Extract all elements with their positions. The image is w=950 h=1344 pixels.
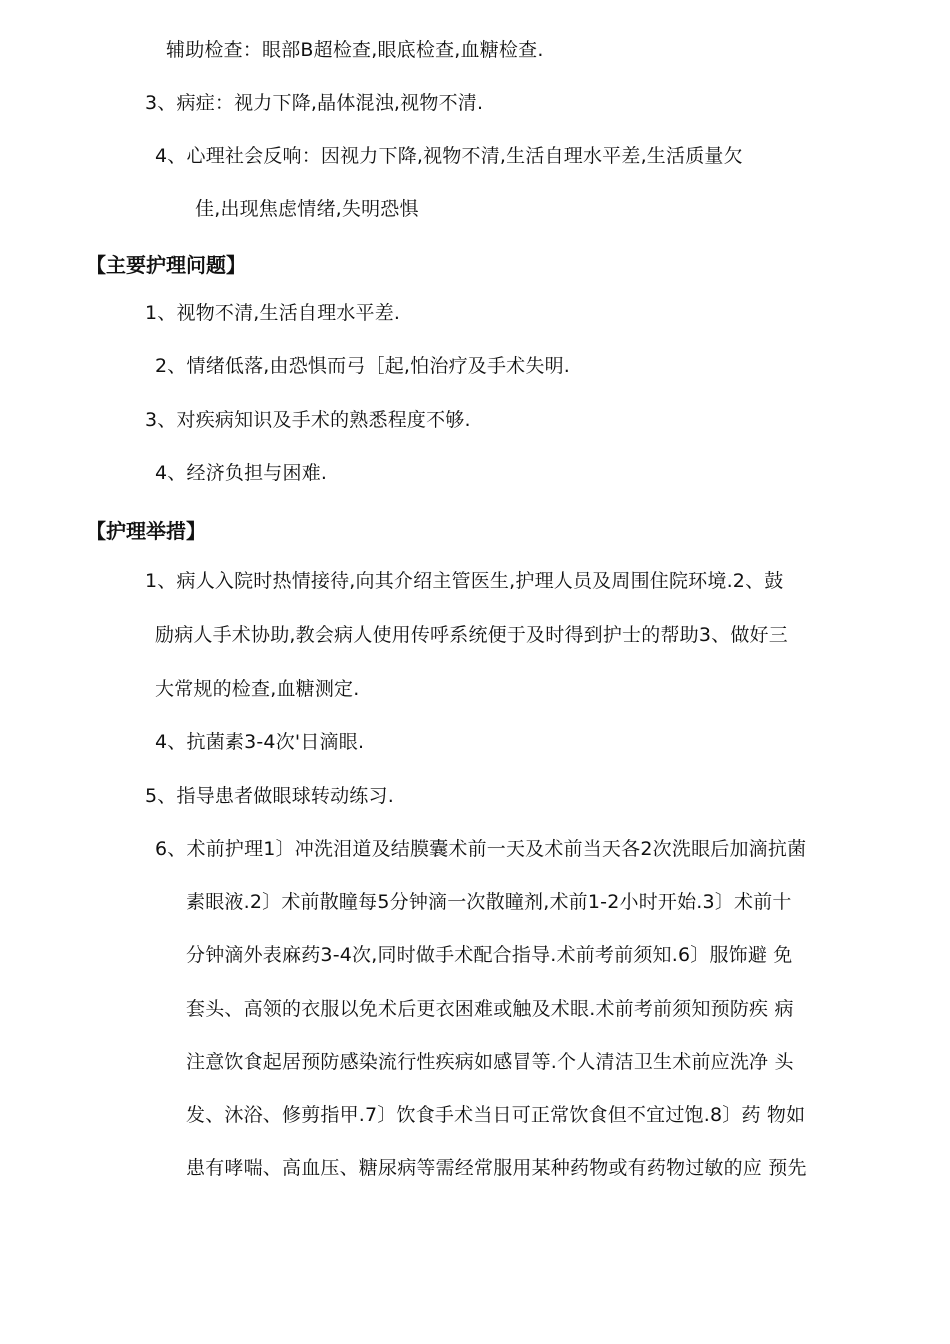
measure-line: 素眼液.2〕术前散瞳每5分钟滴一次散瞳剂,术前1-2小时开始.3〕术前十 bbox=[186, 891, 792, 913]
measure-line: 患有哮喘、高血压、糖尿病等需经常服用某种药物或有药物过敏的应 预先 bbox=[186, 1157, 807, 1179]
problem-item: 3、对疾病知识及手术的熟悉程度不够. bbox=[145, 409, 471, 431]
symptoms-line: 3、病症：视力下降,晶体混浊,视物不清. bbox=[145, 92, 484, 114]
measure-line: 励病人手术协助,教会病人使用传呼系统便于及时得到护士的帮助3、做好三 bbox=[155, 624, 788, 646]
measure-line: 套头、高领的衣服以免术后更衣困难或触及术眼.术前考前须知预防疾 病 bbox=[186, 998, 794, 1020]
measure-line: 分钟滴外表麻药3-4次,同时做手术配合指导.术前考前须知.6〕服饰避 免 bbox=[186, 944, 793, 966]
measure-line: 1、病人入院时热情接待,向其介绍主管医生,护理人员及周围住院环境.2、鼓 bbox=[145, 570, 784, 592]
psych-line-2: 佳,出现焦虑情绪,失明恐惧 bbox=[195, 198, 419, 220]
measure-line: 大常规的检查,血糖测定. bbox=[155, 678, 360, 700]
problems-heading: 【主要护理问题】 bbox=[86, 253, 246, 277]
measure-line: 6、术前护理1〕冲洗泪道及结膜囊术前一天及术前当天各2次洗眼后加滴抗菌 bbox=[155, 838, 807, 860]
measure-line: 发、沐浴、修剪指甲.7〕饮食手术当日可正常饮食但不宜过饱.8〕药 物如 bbox=[186, 1104, 806, 1126]
problem-item: 4、经济负担与困难. bbox=[155, 462, 328, 484]
measure-line: 4、抗菌素3-4次'日滴眼. bbox=[155, 731, 365, 753]
problem-item: 1、视物不清,生活自理水平差. bbox=[145, 302, 401, 324]
measure-line: 注意饮食起居预防感染流行性疾病如感冒等.个人清洁卫生术前应洗净 头 bbox=[186, 1051, 794, 1073]
auxiliary-exam-line: 辅助检查：眼部B超检查,眼底检查,血糖检查. bbox=[166, 39, 544, 61]
measure-line: 5、指导患者做眼球转动练习. bbox=[145, 785, 394, 807]
measures-heading: 【护理举措】 bbox=[86, 519, 206, 543]
problem-item: 2、情绪低落,由恐惧而弓［起,怕治疗及手术失明. bbox=[155, 355, 571, 377]
psych-line-1: 4、心理社会反响：因视力下降,视物不清,生活自理水平差,生活质量欠 bbox=[155, 145, 743, 167]
